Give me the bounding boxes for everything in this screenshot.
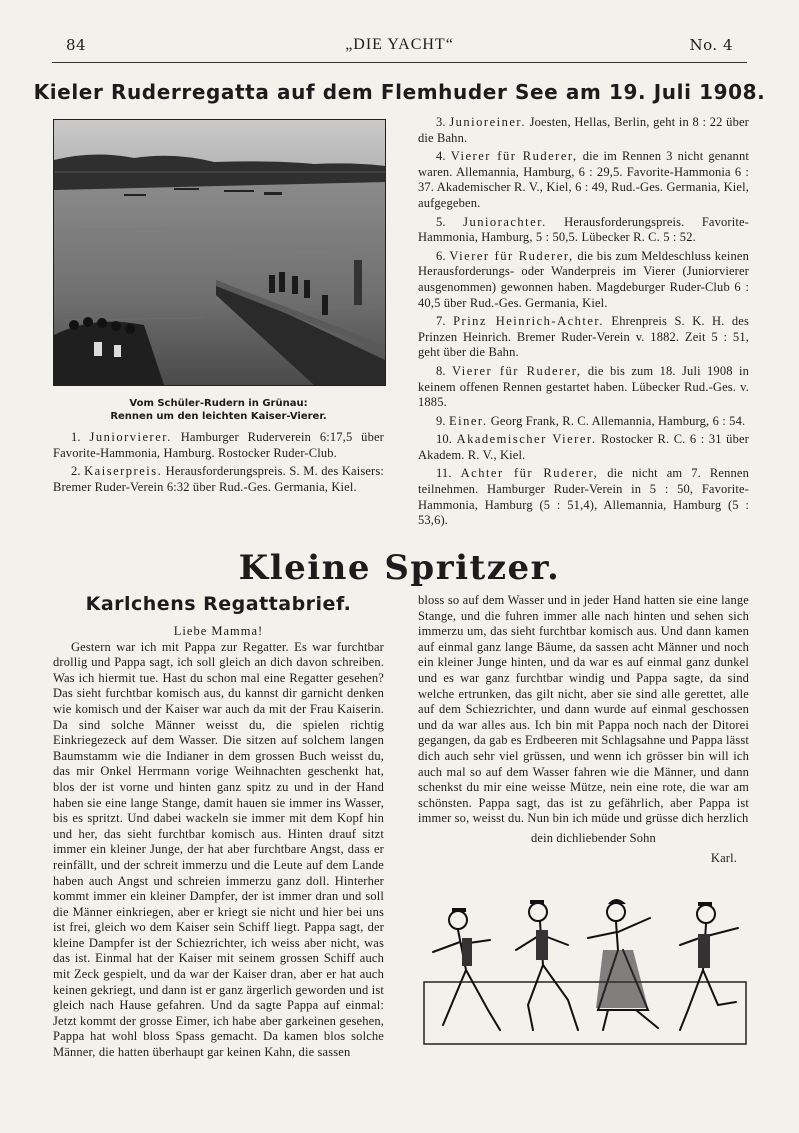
letter-greeting: Liebe Mamma! [173, 624, 264, 638]
result-item: 5. Juniorachter. Herausforderungspreis. Favorite-Hammonia, Hamburg, 5 : 50,5. Lübecker R. C. 5 : 52. [418, 214, 749, 245]
result-item: 7. Prinz Heinrich-Achter. Ehrenpreis S. K. H. des Prinzen Heinrich. Bremer Ruder-Verein v. 1882. Zeit 5 : 51, geht über die Bahn. [418, 314, 749, 360]
result-item: 1. Juniorvierer. Hamburger Ruderverein 6:17,5 über Favorite-Hammonia, Hamburg. Rostocker Ruder-Club. [53, 430, 384, 460]
results-column-left [53, 430, 384, 495]
page-number: 84 [66, 36, 87, 54]
results-column-right [418, 115, 749, 529]
letter-column-right [418, 593, 749, 866]
header-rule [52, 62, 747, 63]
regatta-article-title: Kieler Ruderregatta auf dem Flemhuder See am 19. Juli 1908. [33, 80, 766, 104]
photo-caption-line1: Vom Schüler-Rudern in Grünau: [129, 398, 308, 409]
result-item: 4. Vierer für Ruderer, die im Rennen 3 nicht genannt waren. Allemannia, Hamburg, 6 : 29,5. Favorite-Hammonia 6 : 37. Akademischer R. V., Kiel, 6 : 49, Rud.-Ges. Germania, Kiel, aufgegeben. [418, 149, 749, 210]
letter-signature: Karl. [710, 850, 737, 865]
cartoon-runners-image [418, 890, 754, 1055]
result-item: 10. Akademischer Vierer. Rostocker R. C. 6 : 31 über Akadem. R. V., Kiel. [418, 432, 749, 462]
result-item: 11. Achter für Ruderer, die nicht am 7. Rennen teilnehmen. Hamburger Ruder-Verein in 5 : 50, Favorite-Hammonia, Hamburg (5 : 51,4), Allemannia, Hamburg (5 : 53,6). [418, 466, 750, 528]
issue-number: No. 4 [689, 36, 733, 54]
photo-caption-line2: Rennen um den leichten Kaiser-Vierer. [110, 411, 327, 422]
result-item: 6. Vierer für Ruderer, die bis zum Meldeschluss keinen Herausforderungs- oder Wanderpreis im Vierer (Juniorvierer ausgenommen) gewonnen haben. Magdeburger Ruder-Club 6 : 40,5 über Rud.-Ges. Germania, Kiel. [418, 248, 749, 310]
letter-body-right: bloss so auf dem Wasser und in jeder Hand hatten sie eine lange Stange, und die fuhren immer alle nach hinten und sehen sich immerzu um, das sieht furchtbar komisch aus. Und dann kamen auf einmal ganz lange Bäume, da sassen acht Männer und noch ein kleiner Junge hinten, und da war es auf einmal ganz dunkel und es war ganz furchtbar windig und Pappa sagte, da sind welche ertrunken, das gilt nicht, aber sie sind alle gerettet, alle auf dem Schiezrichter, und dann wurde auf einmal geschossen und da war alles aus. Ich bin mit Pappa noch nach der Ditorei gegangen, da gab es Erdbeeren mit Schlagsahne und Pappa lässt dich auch sehr viel grüssen, und wenn ich grösser bin will ich auch mal so auf dem Wasser fahren wie die Männer, und dann schenkst du mir eine weisse Mütze, nein eine rote, die war am schönsten. Pappa sagt, das ist zu gefährlich, aber Pappa ist immer so, weisst du. Nun bin ich müde und grüsse dich herzlich [418, 593, 749, 826]
result-item: 3. Junioreiner. Joesten, Hellas, Berlin, geht in 8 : 22 über die Bahn. [418, 115, 749, 145]
running-figures-illustration [418, 890, 754, 1055]
journal-title: „DIE YACHT“ [345, 36, 454, 53]
result-item: 8. Vierer für Ruderer, die bis zum 18. Juli 1908 in keinem offenen Rennen gestartet haben. Lübecker Rud.-Ges. v. 1885. [418, 363, 749, 410]
letter-body-left: Gestern war ich mit Pappa zur Regatter. Es war furchtbar drollig und Pappa sagt, ich soll gleich an dich davon schreiben. Was ich hiermit tue. Hast du schon mal eine Regatter gesehen? Das sieht furchtbar komisch aus, du kannst dir garnicht denken wie komisch und der Kaiser war auch da mit der Frau Kaiserin. Da sind solche Männer weisst du, die spielen richtig Einkriegezeck auf dem Wasser. Die sitzen auf solchem langen Baumstamm wie die Indianer in dem grossen Buch weisst du, das mir Onkel Herrmann vorige Weihnachten geschenkt hat, blos der ist vorne und hinten ganz spitz zu und in der Hand haben sie eine lange Stange, damit hauen sie immer ins Wasser, bis es spritzt. Und dabei wackeln sie immer mit dem Kopf hin und her, das sieht furchtbar komisch aus. Hinten drauf sitzt immer ein kleiner Junge, der hat aber furchtbare Angst, dass er reinfällt, und der schreit immerzu und die Leute auf dem Lande haben auch Angst und schreien immerzu ganz doll. Hinterher kommt immer ein kleiner Dampfer, der ist immer dran und soll die Männer einkriegen, aber er kriegt sie nicht und hier bei uns ist frei, gleich wo dem Kaiser sein Schiff liegt. Pappa sagt, der kleine Dampfer ist der Schiezrichter, ich weiss aber nicht, was das ist. Einmal hat der Kaiser mit seinem grossen Schiff auch mit Zeck gespielt, und da war der Kaiser dran, aber er hat auch keinen gekriegt, und dann ist er ganz ärgerlich geworden und ist gleich nach Hause gefahren. Und da sagte Pappa auf einmal: Jetzt kommt der grosse Eimer, ich habe aber garkeinen gesehen, Pappa hat wohl bloss Spass gemacht. Da kamen blos solche Männer, die hatten überhaupt gar keinen Kahn, die sassen [53, 639, 384, 1060]
result-item: 2. Kaiserpreis. Herausforderungspreis. S. M. des Kaisers: Bremer Ruder-Verein 6:32 über Rud.-Ges. Germania, Kiel. [53, 464, 384, 494]
letter-title: Karlchens Regattabrief. [85, 593, 352, 615]
photo-caption [53, 397, 384, 423]
regatta-photo [53, 119, 386, 386]
letter-closing: dein dichliebender Sohn [531, 830, 656, 845]
letter-column-left [53, 624, 384, 1061]
lake-scene-image [54, 120, 385, 385]
section-title: Kleine Spritzer. [238, 548, 561, 588]
result-item: 9. Einer. Georg Frank, R. C. Allemannia, Hamburg, 6 : 54. [436, 413, 746, 428]
